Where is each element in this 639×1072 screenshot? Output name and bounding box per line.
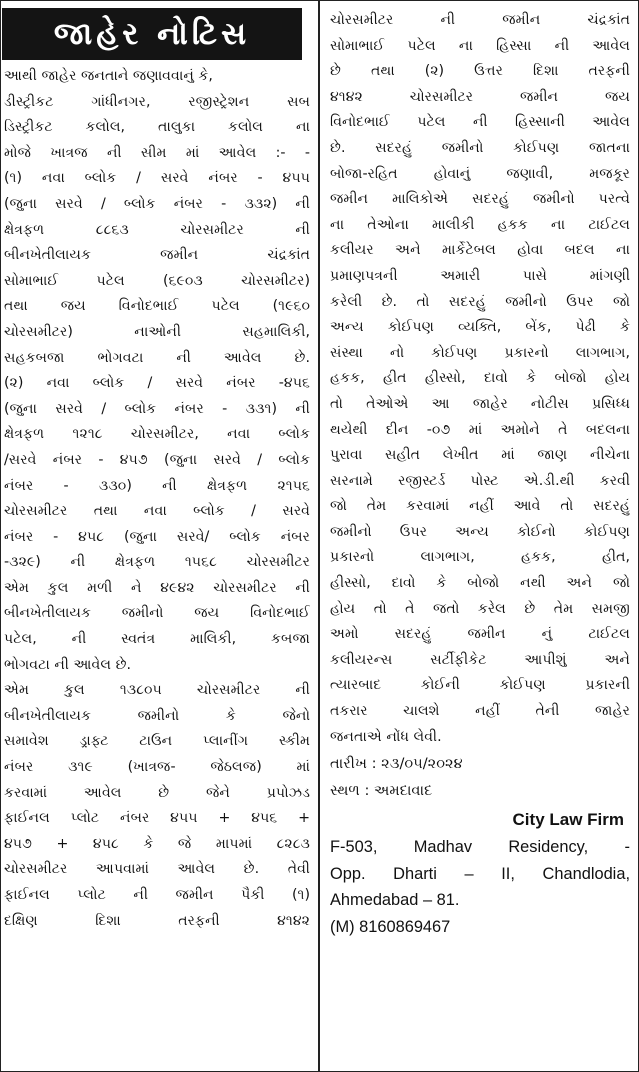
text-line: ના તેઓના માલીકી હકક ના ટાઈટલ bbox=[330, 216, 630, 233]
text-line: ૪૫૭ + ૪૫૮ કે જે માપમાં ૮૨૮૩ bbox=[4, 835, 310, 852]
text-line: કલીયર અને માર્કેટેબલ હોવા બદલ ના bbox=[330, 242, 630, 259]
text-line: હોય તો તે જતો કરેલ છે તેમ સમજી bbox=[330, 600, 630, 617]
text-line: મોજે ખાત્રજ ની સીમ માં આવેલ :- - bbox=[4, 144, 310, 161]
text-line: નંબર - ૪૫૮ (જુના સરવે/ બ્લોક નંબર bbox=[4, 528, 310, 545]
address-line-1: F-503, Madhav Residency, - bbox=[330, 838, 630, 857]
text-line: ચોરસમીટર) નાઓની સહમાલિકી, bbox=[4, 323, 310, 340]
left-column bbox=[4, 0, 310, 934]
text-line: નંબર - ૩૩૦) ની ક્ષેત્રફળ ૨૧૫૬ bbox=[4, 477, 310, 494]
text-line: તકરાર ચાલશે નહીં તેની જાહેર bbox=[330, 703, 630, 720]
text-line: (જુના સરવે / બ્લોક નંબર - ૩૩૨) ની bbox=[4, 195, 310, 212]
text-line: છે. સદરહું જમીનો કોઈપણ જાતના bbox=[330, 139, 630, 156]
address-line-3: Ahmedabad – 81. bbox=[330, 891, 460, 910]
text-line: ચોરસમીટર ની જમીન ચંદ્રકાંત bbox=[330, 12, 630, 28]
text-line: ફાઈનલ પ્લોટ ની જમીન પૈકી (૧) bbox=[4, 887, 310, 903]
text-line: પટેલ, ની સ્વતંત્ર માલિકી, કબજા bbox=[4, 631, 310, 648]
text-line: સહકબજા ભોગવટા ની આવેલ છે. bbox=[4, 349, 310, 366]
text-line: અન્ય કોઈપણ વ્યક્તિ, બેંક, પેઢી કે bbox=[330, 319, 630, 336]
text-line: સંસ્થા નો કોઈપણ પ્રકારનો લાગભાગ, bbox=[330, 344, 630, 361]
text-line: જનતાએ નોંધ લેવી. bbox=[330, 728, 442, 745]
text-line: એમ કુલ મળી ને ૪૯૪૨ ચોરસમીટર ની bbox=[4, 579, 310, 596]
text-line: ડીસ્ટ્રીકટ ગાંધીનગર, રજીસ્ટ્રેશન સબ bbox=[4, 93, 310, 110]
text-line: બીનખેતીલાયક જમીનો જય વિનોદભાઈ bbox=[4, 605, 310, 622]
text-line: પુરાવા સહીત લેખીત માં જાણ નીચેના bbox=[330, 447, 630, 464]
text-line: જો તેમ કરવામાં નહીં આવે તો સદરહું bbox=[330, 498, 630, 515]
text-line: ચોરસમીટર તથા નવા બ્લોક / સરવે bbox=[4, 503, 310, 520]
notice-title: જાહેર નોટિસ bbox=[2, 8, 302, 60]
address-line-2: Opp. Dharti – II, Chandlodia, bbox=[330, 864, 630, 883]
column-divider bbox=[318, 0, 320, 1072]
mobile-number: (M) 8160869467 bbox=[330, 917, 451, 936]
text-line: બોજા-રહિત હોવાનું જણાવી, મજકૂર bbox=[330, 165, 630, 182]
notice-date: તારીખ : ૨૩/૦૫/૨૦૨૪ bbox=[330, 755, 463, 773]
text-line: કરેલી છે. તો સદરહું જમીનો ઉપર જો bbox=[330, 293, 630, 310]
text-line: ક્ષેત્રફળ ૧૨૧૮ ચોરસમીટર, નવા બ્લોક bbox=[4, 426, 310, 443]
text-line: -૩૨૯) ની ક્ષેત્રફળ ૧૫૬૮ ચોરસમીટર bbox=[4, 554, 310, 571]
text-line: કરવામાં આવેલ છે જેને પ્રપોઝડ bbox=[4, 784, 310, 801]
text-line: આથી જાહેર જનતાને જણાવવાનું કે, bbox=[4, 68, 213, 84]
right-notice-text bbox=[330, 8, 630, 750]
text-line: સોમાભાઈ પટેલ ના હિસ્સા ની આવેલ bbox=[330, 37, 630, 54]
text-line: ૪૧૪૨ ચોરસમીટર જમીન જય bbox=[330, 88, 630, 105]
text-line: જમીનો ઉપર અન્ય કોઈનો કોઈપણ bbox=[330, 523, 630, 540]
text-line: ચોરસમીટર આપવામાં આવેલ છે. તેવી bbox=[4, 861, 310, 878]
text-line: ડિસ્ટ્રીકટ કલોલ, તાલુકા કલોલ ના bbox=[4, 119, 310, 136]
text-line: બીનખેતીલાયક જમીનો કે જેનો bbox=[4, 707, 310, 724]
text-line: (૨) નવા બ્લોક / સરવે નંબર -૪૫૬ bbox=[4, 375, 310, 392]
text-line: અમો સદરહું જમીન નું ટાઈટલ bbox=[330, 626, 630, 643]
text-line: વિનોદભાઈ પટેલ ની હિસ્સાની આવેલ bbox=[330, 114, 630, 131]
text-line: /સરવે નંબર - ૪૫૭ (જુના સરવે / બ્લોક bbox=[4, 451, 310, 468]
text-line: સોમાભાઈ પટેલ (૬૯૦૩ ચોરસમીટર) bbox=[4, 272, 310, 289]
text-line: એમ કુલ ૧૩૮૦૫ ચોરસમીટર ની bbox=[4, 682, 310, 699]
firm-name: City Law Firm bbox=[512, 810, 624, 830]
text-line: ત્યારબાદ કોઈની કોઈપણ પ્રકારની bbox=[330, 677, 630, 694]
text-line: (જુના સરવે / બ્લોક નંબર - ૩૩૧) ની bbox=[4, 400, 310, 417]
text-line: બીનખેતીલાયક જમીન ચંદ્રકાંત bbox=[4, 247, 310, 264]
text-line: ફાઈનલ પ્લોટ નંબર ૪૫૫ + ૪૫૬ + bbox=[4, 810, 310, 827]
text-line: ક્ષેત્રફળ ૮૮૬૩ ચોરસમીટર ની bbox=[4, 221, 310, 238]
text-line: હકક, હીત હીસ્સો, દાવો કે બોજો હોય bbox=[330, 370, 630, 387]
text-line: પ્રકારનો લાગભાગ, હકક, હીત, bbox=[330, 549, 630, 566]
text-line: સમાવેશ ડ્રાફ્ટ ટાઉન પ્લાનીંગ સ્કીમ bbox=[4, 733, 310, 750]
text-line: હીસ્સો, દાવો કે બોજો નથી અને જો bbox=[330, 575, 630, 592]
text-line: સરનામે રજીસ્ટર્ડ પોસ્ટ એ.ડી.થી કરવી bbox=[330, 472, 630, 489]
text-line: તથા જય વિનોદભાઈ પટેલ (૧૯૬૦ bbox=[4, 298, 310, 315]
text-line: પ્રમાણપત્રની અમારી પાસે માંગણી bbox=[330, 267, 630, 284]
text-line: જમીન માલિકોએ સદરહું જમીનો પરત્વે bbox=[330, 191, 630, 208]
left-notice-text bbox=[4, 64, 310, 934]
text-line: થયેથી દીન -૦૭ માં અમોને તે બદલના bbox=[330, 421, 630, 438]
text-line: ભોગવટા ની આવેલ છે. bbox=[4, 656, 132, 673]
text-line: (૧) નવા બ્લોક / સરવે નંબર - ૪૫૫ bbox=[4, 170, 310, 187]
text-line: તો તેઓએ આ જાહેર નોટીસ પ્રસિધ્ધ bbox=[330, 395, 630, 412]
right-column bbox=[330, 8, 630, 940]
text-line: નંબર ૩૧૯ (ખાત્રજ- જેઠલજ) માં bbox=[4, 759, 310, 776]
notice-place: સ્થળ : અમદાવાદ bbox=[330, 782, 433, 800]
text-line: દક્ષિણ દિશા તરફની ૪૧૪૨ bbox=[4, 912, 310, 929]
text-line: છે તથા (૨) ઉત્તર દિશા તરફની bbox=[330, 63, 630, 80]
text-line: કલીયરન્સ સર્ટીફીકેટ આપીશું અને bbox=[330, 651, 630, 668]
